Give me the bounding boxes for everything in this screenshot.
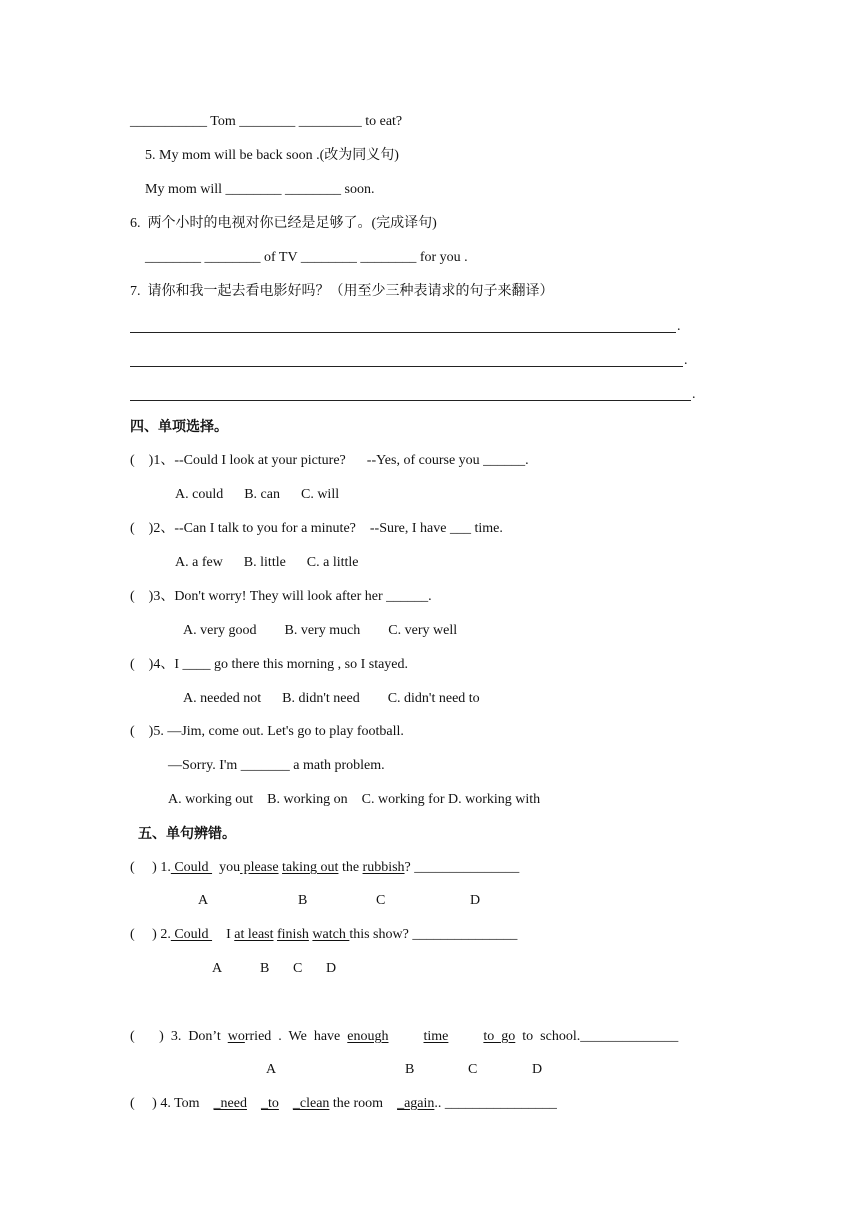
mc-question-2-options: A. a few B. little C. a little bbox=[175, 555, 359, 570]
mc-question-4-options: A. needed not B. didn't need C. didn't need to bbox=[183, 691, 480, 706]
question-6: 6. 两个小时的电视对你已经是足够了。(完成译句) bbox=[130, 216, 437, 231]
mc-question-5-reply: —Sorry. I'm _______ a math problem. bbox=[168, 758, 385, 773]
answer-line-3-period: . bbox=[692, 387, 696, 402]
error-sentence-3: ( ) 3. Don’t worried . We have enough time to go to school.______________ bbox=[130, 1029, 679, 1044]
mc-question-3: ( )3、Don't worry! They will look after her ______. bbox=[130, 589, 432, 604]
mc-question-5-options: A. working out B. working on C. working for D. working with bbox=[168, 792, 541, 807]
answer-line-1 bbox=[130, 332, 676, 333]
section-4-heading: 四、单项选择。 bbox=[130, 419, 228, 435]
fill-line-tom-eat: ___________ Tom ________ _________ to eat? bbox=[130, 114, 403, 129]
error-sentence-1: ( ) 1. Could you please taking out the rubbish? _______________ bbox=[130, 860, 520, 875]
error-sentence-1-letters: A B C D bbox=[198, 893, 481, 908]
question-6-answer: ________ ________ of TV ________ ________ for you . bbox=[145, 250, 468, 265]
error-sentence-4: ( ) 4. Tom _need _to _clean the room _again.. ________________ bbox=[130, 1096, 557, 1111]
section-5-heading: 五、单句辨错。 bbox=[138, 826, 236, 842]
error-sentence-2-letters: A B C D bbox=[212, 961, 337, 976]
answer-line-3 bbox=[130, 400, 691, 401]
mc-question-3-options: A. very good B. very much C. very well bbox=[183, 623, 458, 638]
answer-line-1-period: . bbox=[677, 319, 681, 334]
answer-line-2 bbox=[130, 366, 683, 367]
error-sentence-3-letters: A B C D bbox=[266, 1062, 543, 1077]
mc-question-1-options: A. could B. can C. will bbox=[175, 487, 340, 502]
error-sentence-2: ( ) 2. Could I at least finish watch this show? _______________ bbox=[130, 927, 518, 942]
question-5: 5. My mom will be back soon .(改为同义句) bbox=[145, 148, 399, 163]
mc-question-1: ( )1、--Could I look at your picture? --Yes, of course you ______. bbox=[130, 453, 529, 468]
mc-question-2: ( )2、--Can I talk to you for a minute? --Sure, I have ___ time. bbox=[130, 521, 503, 536]
question-5-answer: My mom will ________ ________ soon. bbox=[145, 182, 375, 197]
mc-question-4: ( )4、I ____ go there this morning , so I stayed. bbox=[130, 657, 409, 672]
question-7: 7. 请你和我一起去看电影好吗？（用至少三种表请求的句子来翻译） bbox=[130, 284, 554, 299]
mc-question-5: ( )5. —Jim, come out. Let's go to play football. bbox=[130, 724, 404, 739]
answer-line-2-period: . bbox=[684, 353, 688, 368]
